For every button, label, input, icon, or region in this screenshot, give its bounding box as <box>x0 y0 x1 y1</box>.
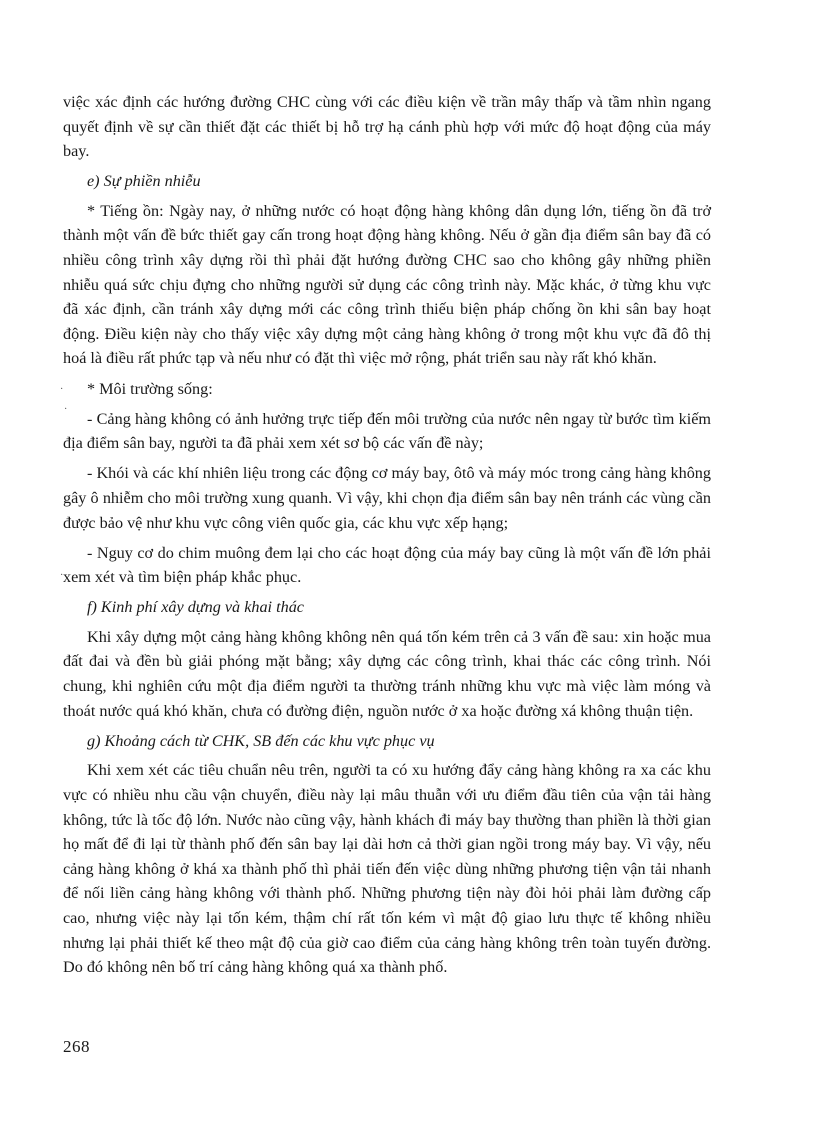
intro-paragraph: việc xác định các hướng đường CHC cùng với các điều kiện về trần mây thấp và tầm nhìn ngang quyết định về sự cần thiết đặt các thiết bị hỗ trợ hạ cánh phù hợp với mức độ hoạt động của máy bay. <box>63 93 711 161</box>
section-heading-f: f) Kinh phí xây dựng và khai thác <box>87 598 304 617</box>
scan-speck: · <box>64 404 68 415</box>
cost-paragraph: Khi xây dựng một cảng hàng không không nên quá tốn kém trên cả 3 vấn đề sau: xin hoặc mua đất đai và đền bù giải phóng mặt bằng; xây dựng các công trình, khai thác các công trình. Nói chung, khi nghiên cứu một địa điểm người ta thường tránh những khu vực mà việc làm móng và thoát nước quá khó khăn, chưa có đường điện, nguồn nước ở xa hoặc đường xá không thuận tiện. <box>63 627 711 720</box>
noise-paragraph: * Tiếng ồn: Ngày nay, ở những nước có hoạt động hàng không dân dụng lớn, tiếng ồn đã trở thành một vấn đề bức thiết gay cấn trong hoạt động hàng không. Nếu ở gần địa điểm sân bay đã có nhiều công trình xây dựng rồi thì phải đặt hướng đường CHC sao cho không gây những phiền nhiễu quá sức chịu đựng cho những người sử dụng các công trình này. Mặc khác, ở từng khu vực đã xác định, cần tránh xây dựng mới các công trình thiếu biện pháp chống ồn khi sân bay hoạt động. Điều kiện này cho thấy việc xây dựng một cảng hàng không ở trong một khu vực đã đô thị hoá là điều rất phức tạp và nếu như có đặt thì việc mở rộng, phát triển sau này rất khó khăn. <box>63 201 711 368</box>
environment-item-1: - Cảng hàng không có ảnh hưởng trực tiếp đến môi trường của nước nên ngay từ bước tìm kiếm địa điểm sân bay, người ta đã phải xem xét sơ bộ các vấn đề này; <box>63 409 711 453</box>
scan-speck: · <box>60 570 64 581</box>
scan-speck: · <box>60 384 64 395</box>
environment-heading-paragraph: * Môi trường sống: <box>87 379 213 398</box>
distance-paragraph: Khi xem xét các tiêu chuẩn nêu trên, người ta có xu hướng đẩy cảng hàng không ra xa các khu vực có nhiều nhu cầu vận chuyển, điều này lại mâu thuẫn với ưu điểm đầu tiên của vận tải hàng không, tức là tốc độ lớn. Nước nào cũng vậy, hành khách đi máy bay thường than phiền là thời gian họ mất để đi lại từ thành phố đến sân bay lại dài hơn cả thời gian ngồi trong máy bay. Vì vậy, nếu cảng hàng không ở khá xa thành phố thì phải tiến đến việc dùng những phương tiện vận tải nhanh để nối liền cảng hàng không với thành phố. Những phương tiện này đòi hỏi phải làm đường cấp cao, nhưng việc này lại tốn kém, thậm chí rất tốn kém vì mật độ giao lưu thực tế không nhiều nhưng lại phải thiết kế theo mật độ của giờ cao điểm của cảng hàng không trên toàn tuyến đường. Do đó không nên bố trí cảng hàng không quá xa thành phố. <box>63 761 711 977</box>
section-heading-g: g) Khoảng cách từ CHK, SB đến các khu vực phục vụ <box>87 731 435 750</box>
environment-item-2: - Khói và các khí nhiên liệu trong các động cơ máy bay, ôtô và máy móc trong cảng hàng không gây ô nhiễm cho môi trường xung quanh. Vì vậy, khi chọn địa điểm sân bay nên tránh các vùng cần được bảo vệ như khu vực công viên quốc gia, các khu vực xếp hạng; <box>63 464 711 532</box>
environment-item-3: - Nguy cơ do chim muông đem lại cho các hoạt động của máy bay cũng là một vấn đề lớn phải xem xét và tìm biện pháp khắc phục. <box>63 543 711 587</box>
page-body <box>63 90 711 985</box>
page-number: 268 <box>63 1037 90 1056</box>
section-heading-e: e) Sự phiền nhiễu <box>87 172 201 191</box>
